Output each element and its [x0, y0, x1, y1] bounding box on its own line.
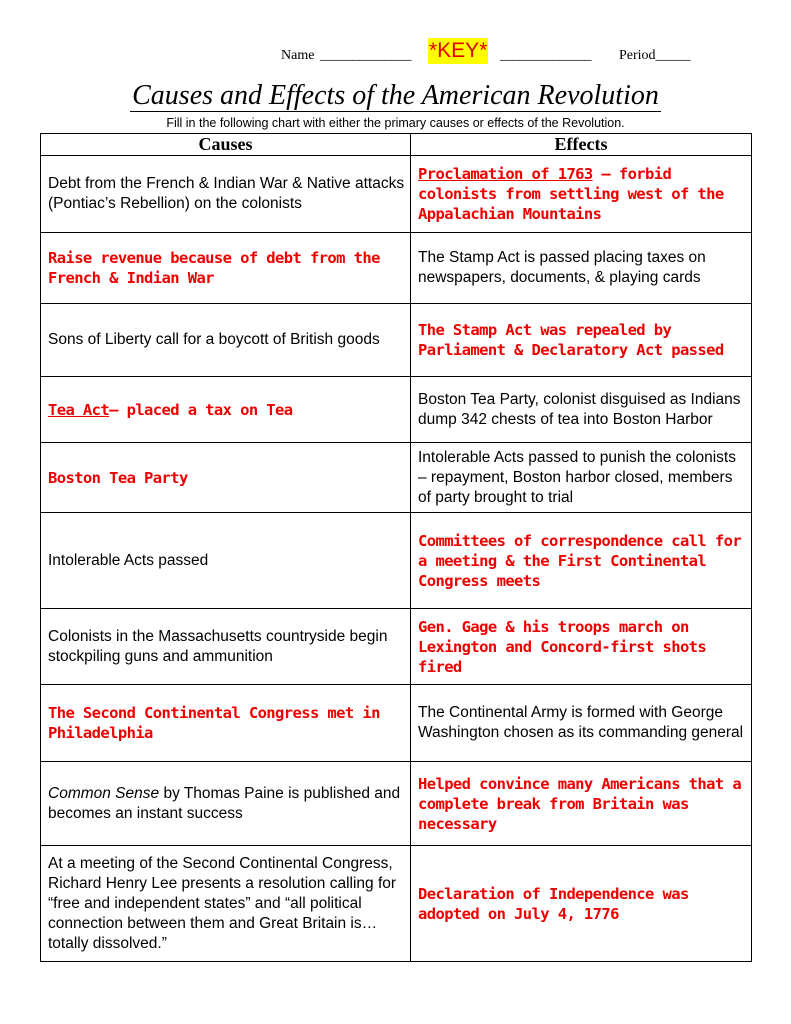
effect-cell: Gen. Gage & his troops march on Lexington and Concord-first shots fired — [411, 609, 752, 685]
effect-cell: The Stamp Act was repealed by Parliament & Declaratory Act passed — [411, 304, 752, 377]
instructions: Fill in the following chart with either the primary causes or effects of the Revolution. — [166, 116, 625, 130]
effects-header: Effects — [411, 134, 752, 156]
table-row — [41, 685, 752, 762]
cause-cell — [41, 762, 411, 846]
period-label: Period_____ — [619, 48, 691, 63]
table-row — [41, 762, 752, 846]
cause-underlined-text: Tea Act — [48, 400, 110, 419]
table-row — [41, 233, 752, 304]
cause-cell — [41, 377, 411, 443]
effect-text: – forbid colonists from settling west of the Appalachian Mountains — [418, 165, 724, 223]
effect-cell: Helped convince many Americans that a complete break from Britain was necessary — [411, 762, 752, 846]
causes-effects-table — [40, 133, 752, 962]
name-blank-continued: ______________ — [500, 48, 591, 63]
effect-underlined-text: Proclamation of 1763 — [418, 165, 593, 183]
effect-cell: The Continental Army is formed with George Washington chosen as its commanding general — [411, 685, 752, 762]
cause-cell: Colonists in the Massachusetts countryside begin stockpiling guns and ammunition — [41, 609, 411, 685]
table-row — [41, 156, 752, 233]
key-label: *KEY* — [429, 39, 488, 62]
page-title: Causes and Effects of the American Revolution — [132, 80, 659, 111]
cause-text: – placed a tax on Tea — [109, 400, 293, 419]
effect-cell: Intolerable Acts passed to punish the colonists – repayment, Boston harbor closed, members of party brought to trial — [411, 443, 752, 513]
name-period-line — [0, 39, 791, 68]
cause-cell: Boston Tea Party — [41, 443, 411, 513]
cause-cell: The Second Continental Congress met in Philadelphia — [41, 685, 411, 762]
table-row — [41, 846, 752, 962]
effect-cell: Boston Tea Party, colonist disguised as Indians dump 342 chests of tea into Boston Harbor — [411, 377, 752, 443]
causes-header: Causes — [41, 134, 411, 156]
table-row — [41, 377, 752, 443]
table-row — [41, 304, 752, 377]
effect-cell — [411, 156, 752, 233]
cause-cell: Debt from the French & Indian War & Native attacks (Pontiac’s Rebellion) on the colonists — [41, 156, 411, 233]
effect-cell: Declaration of Independence was adopted on July 4, 1776 — [411, 846, 752, 962]
cause-cell: Intolerable Acts passed — [41, 513, 411, 609]
name-label: Name — [281, 48, 315, 63]
effect-cell: Committees of correspondence call for a meeting & the First Continental Congress meets — [411, 513, 752, 609]
cause-cell: Sons of Liberty call for a boycott of British goods — [41, 304, 411, 377]
table-header-row — [41, 134, 752, 156]
table-row — [41, 609, 752, 685]
cause-cell: At a meeting of the Second Continental Congress, Richard Henry Lee presents a resolution calling for “free and independent states” and “all political connection between them and Great Britain is…totally dissolved.” — [41, 846, 411, 962]
table-row — [41, 443, 752, 513]
name-blank: ______________ — [320, 48, 411, 63]
effect-cell: The Stamp Act is passed placing taxes on newspapers, documents, & playing cards — [411, 233, 752, 304]
book-title: Common Sense — [48, 784, 160, 802]
table-row — [41, 513, 752, 609]
cause-text: by Thomas Paine is published and becomes an instant success — [48, 784, 401, 822]
cause-cell: Raise revenue because of debt from the French & Indian War — [41, 233, 411, 304]
